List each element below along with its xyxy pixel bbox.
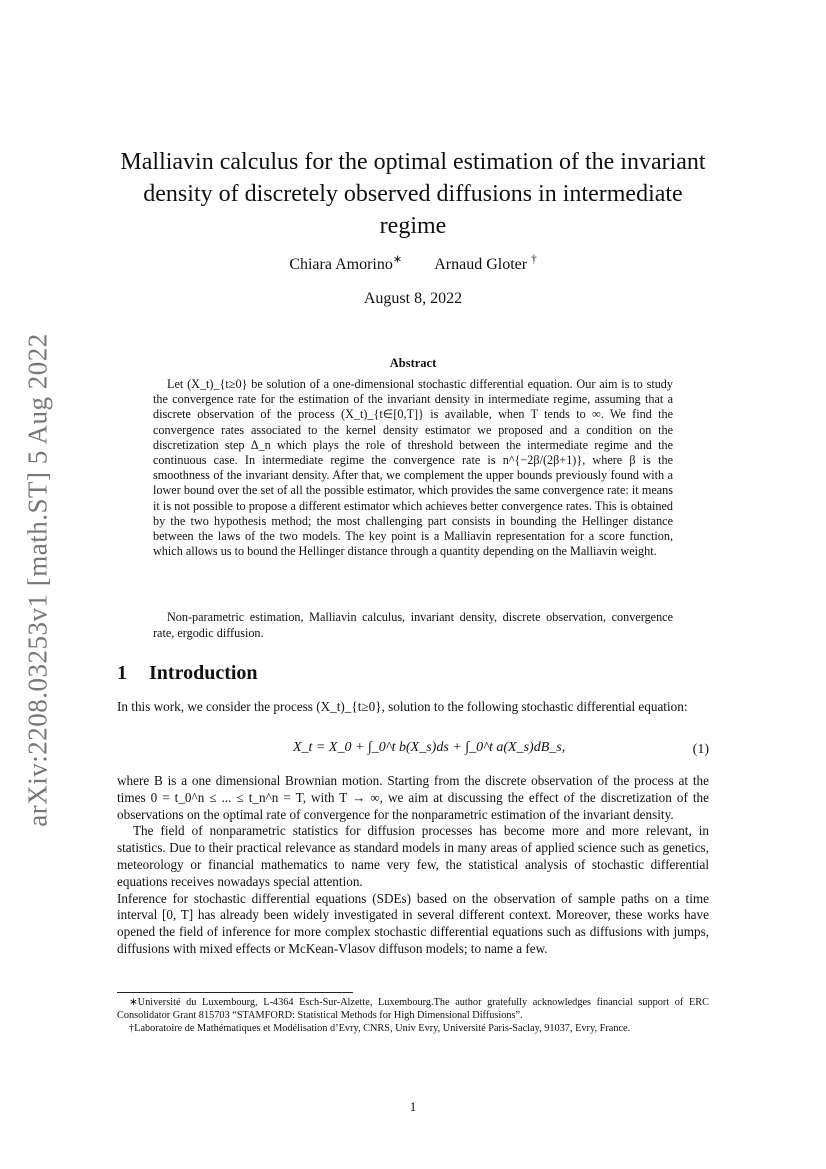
body-text	[117, 773, 709, 958]
arxiv-sidebar-stamp	[8, 300, 68, 860]
section-heading	[117, 662, 258, 685]
page-number: 1	[409, 1099, 417, 1114]
footnote-rule	[117, 992, 353, 993]
author-name: Arnaud Gloter †	[434, 253, 537, 273]
section-number: 1	[117, 662, 127, 684]
paper-title: Malliavin calculus for the optimal estimation of the invariant density of discretely observed diffusions in intermediate regime	[120, 149, 706, 239]
equation-number: (1)	[692, 742, 709, 757]
section-title: Introduction	[149, 662, 258, 684]
abstract-text: Let (X_t)_{t≥0} be solution of a one-dimensional stochastic differential equation. Our aim is to study the convergence rate for the estimation of the invariant density in intermediate regime, assuming that a discrete observation of the process (X_t)_{t∈[0,T]} is available, when T tends to ∞. We find the convergence rates associated to the kernel density estimator we proposed and a condition on the discretization step Δ_n which plays the role of threshold between the intermediate regime and the continuous case. In intermediate regime the convergence rate is n^{−2β/(2β+1)}, where β is the smoothness of the invariant density. After that, we complement the upper bounds previously found with a lower bound over the set of all the possible estimator, which provides the same convergence rate: it means it is not possible to propose a different estimator which achieves better convergence rates. This is obtained by the two hypothesis method; the most challenging part consists in bounding the Hellinger distance between the laws of the two models. The key point is a Malliavin representation for a score function, which allows us to bound the Hellinger distance through a quantity depending on the Malliavin weight.	[153, 377, 673, 559]
footnote-mark: †	[531, 253, 537, 266]
display-equation	[117, 732, 709, 768]
footnotes	[117, 996, 709, 1035]
footnote: ∗Université du Luxembourg, L-4364 Esch-Sur-Alzette, Luxembourg.The author gratefully acknowledges financial support of ERC Consolidator Grant 815703 “STAMFORD: Statistical Methods for High Dimensional Diffusions”.	[117, 997, 709, 1021]
body-paragraph: The field of nonparametric statistics for diffusion processes has become more and more relevant, in statistics. Due to their practical relevance as standard models in many areas of applied science such as genetics, meteorology or financial mathematics to name very few, the statistical analysis of stochastic differential equations receives nowadays special attention.	[117, 823, 709, 889]
arxiv-identifier: arXiv:2208.03253v1 [math.ST] 5 Aug 2022	[22, 333, 53, 827]
abstract-heading: Abstract	[389, 356, 437, 370]
footnote-mark: ∗	[392, 253, 403, 266]
abstract-body	[153, 377, 673, 559]
equation-body: X_t = X_0 + ∫_0^t b(X_s)ds + ∫_0^t a(X_s)dB_s,	[293, 740, 566, 755]
author-list	[117, 253, 709, 274]
keywords: Non-parametric estimation, Malliavin calculus, invariant density, discrete observation, convergence rate, ergodic diffusion.	[153, 610, 673, 640]
intro-paragraph: In this work, we consider the process (X_t)_{t≥0}, solution to the following stochastic differential equation:	[117, 699, 688, 714]
body-paragraph: Inference for stochastic differential equations (SDEs) based on the observation of sample paths on a time interval [0, T] has already been widely investigated in several different context. Moreover, these works have opened the field of inference for more complex stochastic differential equations such as diffusions with jumps, diffusions with mixed effects or McKean-Vlasov diffuson models; to name a few.	[117, 890, 709, 956]
author-name: Chiara Amorino∗	[289, 253, 403, 273]
publication-date: August 8, 2022	[363, 290, 463, 307]
footnote: †Laboratoire de Mathématiques et Modélisation d’Evry, CNRS, Univ Evry, Université Paris-Saclay, 91037, Evry, France.	[129, 1023, 631, 1034]
body-paragraph: where B is a one dimensional Brownian motion. Starting from the discrete observation of the process at the times 0 = t_0^n ≤ ... ≤ t_n^n = T, with T → ∞, we aim at discussing the effect of the discretization of the observations on the optimal rate of convergence for the nonparametric estimation of the invariant density.	[117, 773, 709, 822]
